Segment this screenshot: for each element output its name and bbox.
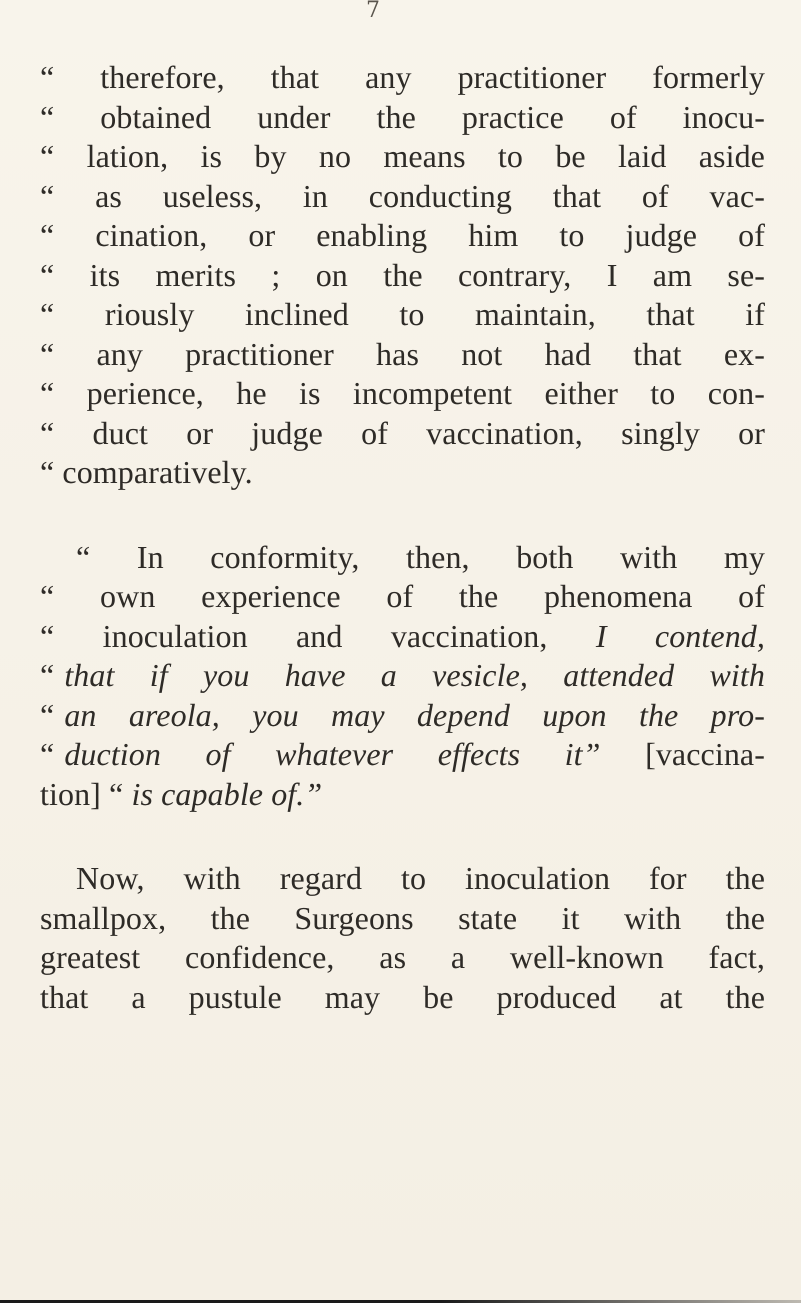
text-line: greatest confidence, as a well-known fact,: [40, 939, 765, 975]
italic-phrase: an areola, you may depend upon the pro-: [64, 696, 765, 733]
italic-phrase: I contend,: [595, 617, 765, 654]
text-line: “ comparatively.: [40, 454, 253, 490]
italic-phrase: duction of whatever effects it”: [64, 736, 601, 772]
text-line: “ duct or judge of vaccination, singly or: [40, 414, 765, 451]
paragraph-quoted-opinion: [40, 58, 765, 493]
quote-mark: “: [40, 696, 55, 733]
italic-phrase: is capable of.”: [131, 775, 323, 812]
quote-mark: “: [40, 657, 55, 693]
text-line: [40, 617, 765, 657]
text-line: that a pustule may be produced at the: [40, 978, 765, 1015]
text-line: [40, 696, 765, 736]
text-line: “ as useless, in conducting that of vac-: [40, 177, 765, 214]
quote-mark: “: [109, 775, 124, 812]
paragraph-gap: [40, 493, 765, 538]
text-line: smallpox, the Surgeons state it with the: [40, 899, 765, 936]
line-suffix: [vaccina-: [600, 736, 765, 772]
line-prefix: “ inoculation and vaccination,: [40, 617, 596, 654]
text-line: “ In conformity, then, both with my: [76, 538, 765, 575]
text-line: “ own experience of the phenomena of: [40, 578, 765, 614]
text-line: “ riously inclined to maintain, that if: [40, 296, 765, 332]
paragraph-gap: [40, 814, 765, 859]
line-prefix: tion]: [40, 775, 110, 812]
text-line: “ cination, or enabling him to judge of: [40, 217, 765, 253]
text-line: [40, 656, 765, 696]
text-line: “ any practitioner has not had that ex-: [40, 335, 765, 372]
text-line: [40, 735, 765, 775]
page-text: [40, 58, 765, 1017]
text-line: “ perience, he is incompetent either to con-: [40, 375, 765, 411]
text-line: “ lation, is by no means to be laid aside: [40, 138, 765, 174]
text-line: [40, 775, 765, 815]
paragraph-conformity: [40, 538, 765, 815]
italic-phrase: that if you have a vesicle, attended with: [64, 657, 765, 693]
text-line: “ obtained under the practice of inocu-: [40, 98, 765, 135]
text-line: Now, with regard to inoculation for the: [76, 860, 765, 896]
paragraph-smallpox: [40, 859, 765, 1017]
text-line: “ its merits ; on the contrary, I am se-: [40, 256, 765, 293]
quote-mark: “: [40, 736, 55, 772]
page-mark: 7: [366, 0, 380, 23]
text-line: “ therefore, that any practitioner formerly: [40, 59, 765, 95]
